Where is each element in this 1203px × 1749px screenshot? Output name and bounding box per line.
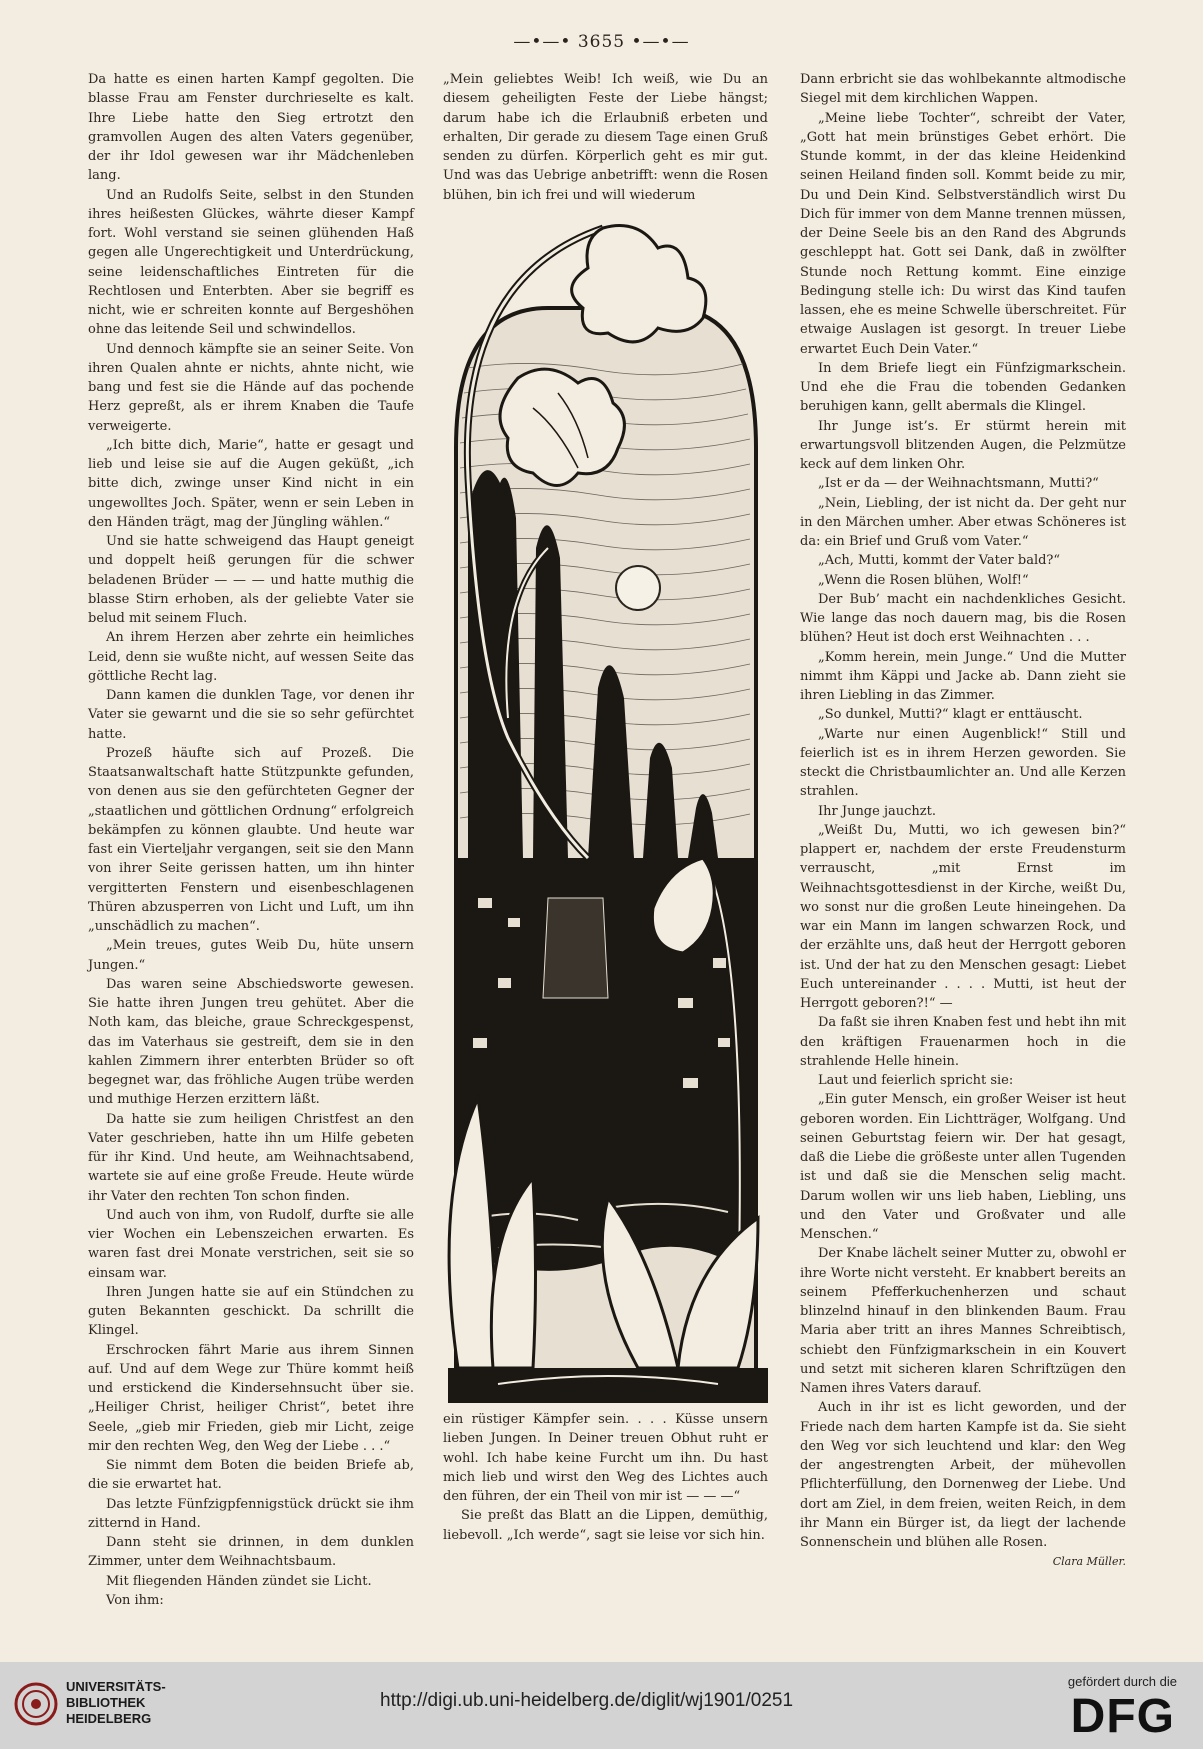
paragraph: Sie nimmt dem Boten die beiden Briefe ab, die sie erwartet hat.	[88, 1458, 414, 1493]
ornament-right: •—•—	[631, 32, 690, 52]
paragraph: „Warte nur einen Augenblick!“ Still und feierlich ist es in ihrem Herzen geworden. Sie steckt die Christbaumlichter an. Und alle Kerzen strahlen.	[800, 726, 1126, 800]
art-nouveau-rose-illustration	[438, 218, 773, 1408]
university-name-line: BIBLIOTHEK	[66, 1695, 146, 1710]
paragraph: An ihrem Herzen aber zehrte ein heimliches Leid, denn sie wußte nicht, auf wessen Seite das göttliche Recht lag.	[88, 630, 414, 684]
ornament-left: —•—•	[513, 32, 572, 52]
paragraph: „Wenn die Rosen blühen, Wolf!“	[818, 572, 1029, 588]
paragraph: Auch in ihr ist es licht geworden, und der Friede nach dem harten Kampfe ist da. Sie sieht den Weg vor sich leuchtend und klar: den Weg der angestrengten Arbeit, der mühevollen Pflichterfüllung, den Dornenweg der Liebe. Und dort am Ziel, in dem freien, weiten Reich, in dem ihr Mann ein Bürger ist, da liegt der lachende Sonnenschein und blühen alle Rosen.	[800, 1400, 1126, 1550]
paragraph: „Meine liebe Tochter“, schreibt der Vater, „Gott hat mein brünstiges Gebet erhört. Die Stunde kommt, in der das kleine Heidenkind seinen Heiland finden soll. Kommt beide zu mir, Du und Dein Kind. Selbstverständlich wirst Du Dich für immer von dem Manne trennen müssen, der Deine Seele bis an den Rand des Abgrunds geschleppt hat. Gott sei Dank, daß in zwölfter Stunde noch Rettung kommt. Eine einzige Bedingung stelle ich: Du wirst das Kind taufen lassen, ehe es meine Schwelle überschreitet. Für etwaige Auslagen ist gesorgt. In treuer Liebe erwartet Euch Dein Vater.“	[800, 110, 1126, 357]
paragraph: Der Bub’ macht ein nachdenkliches Gesicht. Wie lange das noch dauern mag, bis die Rosen blühen? Heut ist doch erst Weihnachten . . .	[800, 591, 1126, 646]
university-name-line: UNIVERSITÄTS-	[66, 1679, 166, 1694]
left-column	[88, 70, 414, 1610]
middle-column-top	[443, 70, 768, 205]
paragraph: „Ich bitte dich, Marie“, hatte er gesagt und lieb und leise sie auf die Augen geküßt, „ich bitte dich, zwinge unser Kind nicht in ein ungewolltes Joch. Später, wenn er sein Leben in den Händen trägt, mag der Jüngling wählen.“	[88, 437, 414, 530]
paragraph: Da faßt sie ihren Knaben fest und hebt ihn mit den kräftigen Frauenarmen hoch in die strahlende Helle hinein.	[800, 1015, 1126, 1069]
paragraph: „Mein geliebtes Weib! Ich weiß, wie Du an diesem geheiligten Feste der Liebe hängst; darum habe ich die Erlaubniß erbeten und erhalten, Dir gerade zu diesem Tage einen Gruß senden zu dürfen. Körperlich geht es mir gut. Und was das Uebrige anbetrifft: wenn die Rosen blühen, bin ich frei und will wiederum	[443, 72, 768, 203]
paragraph: ein rüstiger Kämpfer sein. . . . Küsse unsern lieben Jungen. In Deiner treuen Obhut ruht er wohl. Ich habe keine Furcht um ihn. Du hast mich lieb und wirst den Weg des Lichtes auch den führen, der ein Theil von mir ist — — —“	[443, 1412, 768, 1504]
university-name-line: HEIDELBERG	[66, 1711, 152, 1726]
paragraph: Da hatte es einen harten Kampf gegolten. Die blasse Frau am Fenster durchrieselte es kalt. Ihre Liebe hatte den Sieg ertrotzt den gramvollen Augen des alten Vaters gegenüber, der ihr Idol gewesen war ihr Mädchenleben lang.	[88, 72, 414, 184]
author-signature: Clara Müller.	[1052, 1555, 1126, 1569]
paragraph: Und auch von ihm, von Rudolf, durfte sie alle vier Wochen ein Lebenszeichen erwarten. Es waren fast drei Monate verstrichen, seit sie so einsam war.	[88, 1207, 414, 1281]
university-name	[66, 1679, 166, 1727]
paragraph: Das letzte Fünfzigpfennigstück drückt sie ihm zitternd in Hand.	[88, 1496, 414, 1531]
paragraph: „Ist er da — der Weihnachtsmann, Mutti?“	[818, 476, 1099, 492]
paragraph: Ihren Jungen hatte sie auf ein Stündchen zu guten Bekannten geschickt. Da schrillt die Klingel.	[88, 1284, 414, 1339]
paragraph: Dann steht sie drinnen, in dem dunklen Zimmer, unter dem Weihnachtsbaum.	[88, 1535, 414, 1570]
funded-label: gefördert durch die	[1067, 1674, 1177, 1689]
paragraph: „Nein, Liebling, der ist nicht da. Der geht nur in den Märchen umher. Aber etwas Schöneres ist da: ein Brief und Gruß vom Vater.“	[800, 495, 1126, 549]
right-column	[800, 70, 1126, 1572]
paragraph: „Ach, Mutti, kommt der Vater bald?“	[818, 553, 1061, 569]
paragraph: „Ein guter Mensch, ein großer Weiser ist heut geboren worden. Ein Lichtträger, Wolfgang. Und seinen Geburtstag feiern wir. Der hat gesagt, daß die Liebe die größeste unter allen Tugenden ist und daß sie die Menschen selig macht. Darum wollen wir uns lieb haben, Liebling, uns und den Vater und Großvater und alle Menschen.“	[800, 1092, 1126, 1242]
source-url[interactable]: http://digi.ub.uni-heidelberg.de/diglit/wj1901/0251	[380, 1690, 794, 1711]
paragraph: „Mein treues, gutes Weib Du, hüte unsern Jungen.“	[88, 938, 414, 973]
paragraph: Erschrocken fährt Marie aus ihrem Sinnen auf. Und auf dem Wege zur Thüre kommt heiß und erstickend die Kindersehnsucht über sie. „Heiliger Christ, heiliger Christ“, betet ihre Seele, „gieb mir Frieden, gieb mir Licht, zeige mir den rechten Weg, den Weg der Liebe . . .“	[88, 1342, 414, 1454]
paragraph: Und dennoch kämpfte sie an seiner Seite. Von ihren Qualen ahnte er nichts, ahnte nicht, wie bang und fest sie die Hände auf das pochende Herz gepreßt, als er ihrem Knaben die Taufe verweigerte.	[88, 341, 414, 434]
paragraph: In dem Briefe liegt ein Fünfzigmarkschein. Und ehe die Frau die tobenden Gedanken beruhigen kann, gellt abermals die Klingel.	[800, 360, 1126, 415]
paragraph: Dann erbricht sie das wohlbekannte altmodische Siegel mit dem kirchlichen Wappen.	[800, 72, 1126, 107]
paragraph: Der Knabe lächelt seiner Mutter zu, obwohl er ihre Worte nicht versteht. Er knabbert bereits an seinem Pfefferkuchenherzen und schaut blinzelnd hinauf in den blinkenden Baum. Frau Maria aber tritt an ihres Mannes Schreibtisch, schiebt den Fünfzigmarkschein in ein Kouvert und setzt mit sicheren klaren Schriftzügen den Namen ihres Vaters darauf.	[800, 1246, 1126, 1396]
paragraph: Laut und feierlich spricht sie:	[818, 1073, 1014, 1088]
paragraph: Mit fliegenden Händen zündet sie Licht.	[106, 1573, 372, 1589]
paragraph: Und sie hatte schweigend das Haupt geneigt und doppelt heiß gerungen für die schwer beladenen Brüder — — — und hatte muthig die blasse Stirn erhoben, als der geliebte Vater sie belud mit seinem Fluch.	[88, 534, 414, 626]
moon	[616, 566, 660, 610]
paragraph: „So dunkel, Mutti?“ klagt er enttäuscht.	[818, 707, 1083, 723]
paragraph: Ihr Junge ist’s. Er stürmt herein mit erwartungsvoll blitzenden Augen, die Pelzmütze keck auf dem linken Ohr.	[800, 418, 1126, 472]
paragraph: „Komm herein, mein Junge.“ Und die Mutter nimmt ihm Käppi und Jacke ab. Dann zieht sie ihren Liebling in das Zimmer.	[800, 649, 1126, 703]
university-seal-icon	[14, 1682, 58, 1726]
paragraph: Da hatte sie zum heiligen Christfest an den Vater geschrieben, hatte ihn um Hilfe gebeten für ihr Kind. Und heute, am Weihnachtsabend, wartete sie auf eine große Freude. Heute würde ihr Vater den rechten Ton schon finden.	[88, 1111, 414, 1204]
paragraph: Sie preßt das Blatt an die Lippen, demüthig, liebevoll. „Ich werde“, sagt sie leise vor sich hin.	[443, 1508, 768, 1543]
footer-bar	[0, 1662, 1203, 1749]
page-number	[0, 32, 1203, 52]
paragraph: „Weißt Du, Mutti, wo ich gewesen bin?“ plappert er, nachdem der erste Freudensturm verrauscht, „mit Ernst im Weihnachtsgottesdienst in der Kirche, weißt Du, wo sonst nur die großen Leute hineingehen. Da war ein Mann im langen schwarzen Rock, und der erzählte uns, daß heut der Herrgott geboren ist. Und der hat zu den Menschen gesagt: Liebet Euch untereinander . . . . Mutti, ist heut der Herrgott geboren?!“ —	[800, 822, 1126, 1011]
paragraph: Und an Rudolfs Seite, selbst in den Stunden ihres heißesten Glückes, währte dieser Kampf fort. Wohl verstand sie seinen glühenden Haß gegen alle Ungerechtigkeit und Unterdrückung, seine leidenschaftliches Eintreten für die Rechtlosen und Enterbten. Aber sie begriff es nicht, wie er schreiten konnte auf Bergeshöhen ohne das leitende Seil und schwindellos.	[88, 187, 414, 338]
dfg-logo: DFG	[1070, 1690, 1175, 1743]
paragraph: Von ihm:	[106, 1592, 164, 1608]
middle-column-bottom	[443, 1410, 768, 1545]
paragraph: Ihr Junge jauchzt.	[818, 803, 936, 819]
page-number-value: 3655	[577, 32, 626, 52]
paragraph: Prozeß häufte sich auf Prozeß. Die Staatsanwaltschaft hatte Stützpunkte gefunden, von denen aus sie den gefürchteten Gegner der „staatlichen und göttlichen Ordnung“ erfolgreich bekämpfen zu können glaubte. Und heute war fast ein Vierteljahr vergangen, seit sie den Mann von ihrer Seite gerissen hatten, um ihn hinter vergitterten Fenstern und eisenbeschlagenen Thüren abzusperren von Licht und Luft, um ihn „unschädlich zu machen“.	[88, 745, 414, 934]
paragraph: Das waren seine Abschiedsworte gewesen. Sie hatte ihren Jungen treu gehütet. Aber die Noth kam, das bleiche, graue Schreckgespenst, das im Vaterhaus sie gestreift, dem sie in den kahlen Zimmern ihrer enterbten Brüder so oft begegnet war, das fröhliche Augen trübe werden und muthige Herzen erzittern läßt.	[88, 976, 414, 1108]
paragraph: Dann kamen die dunklen Tage, vor denen ihr Vater sie gewarnt und die sie so sehr gefürchtet hatte.	[88, 688, 414, 742]
